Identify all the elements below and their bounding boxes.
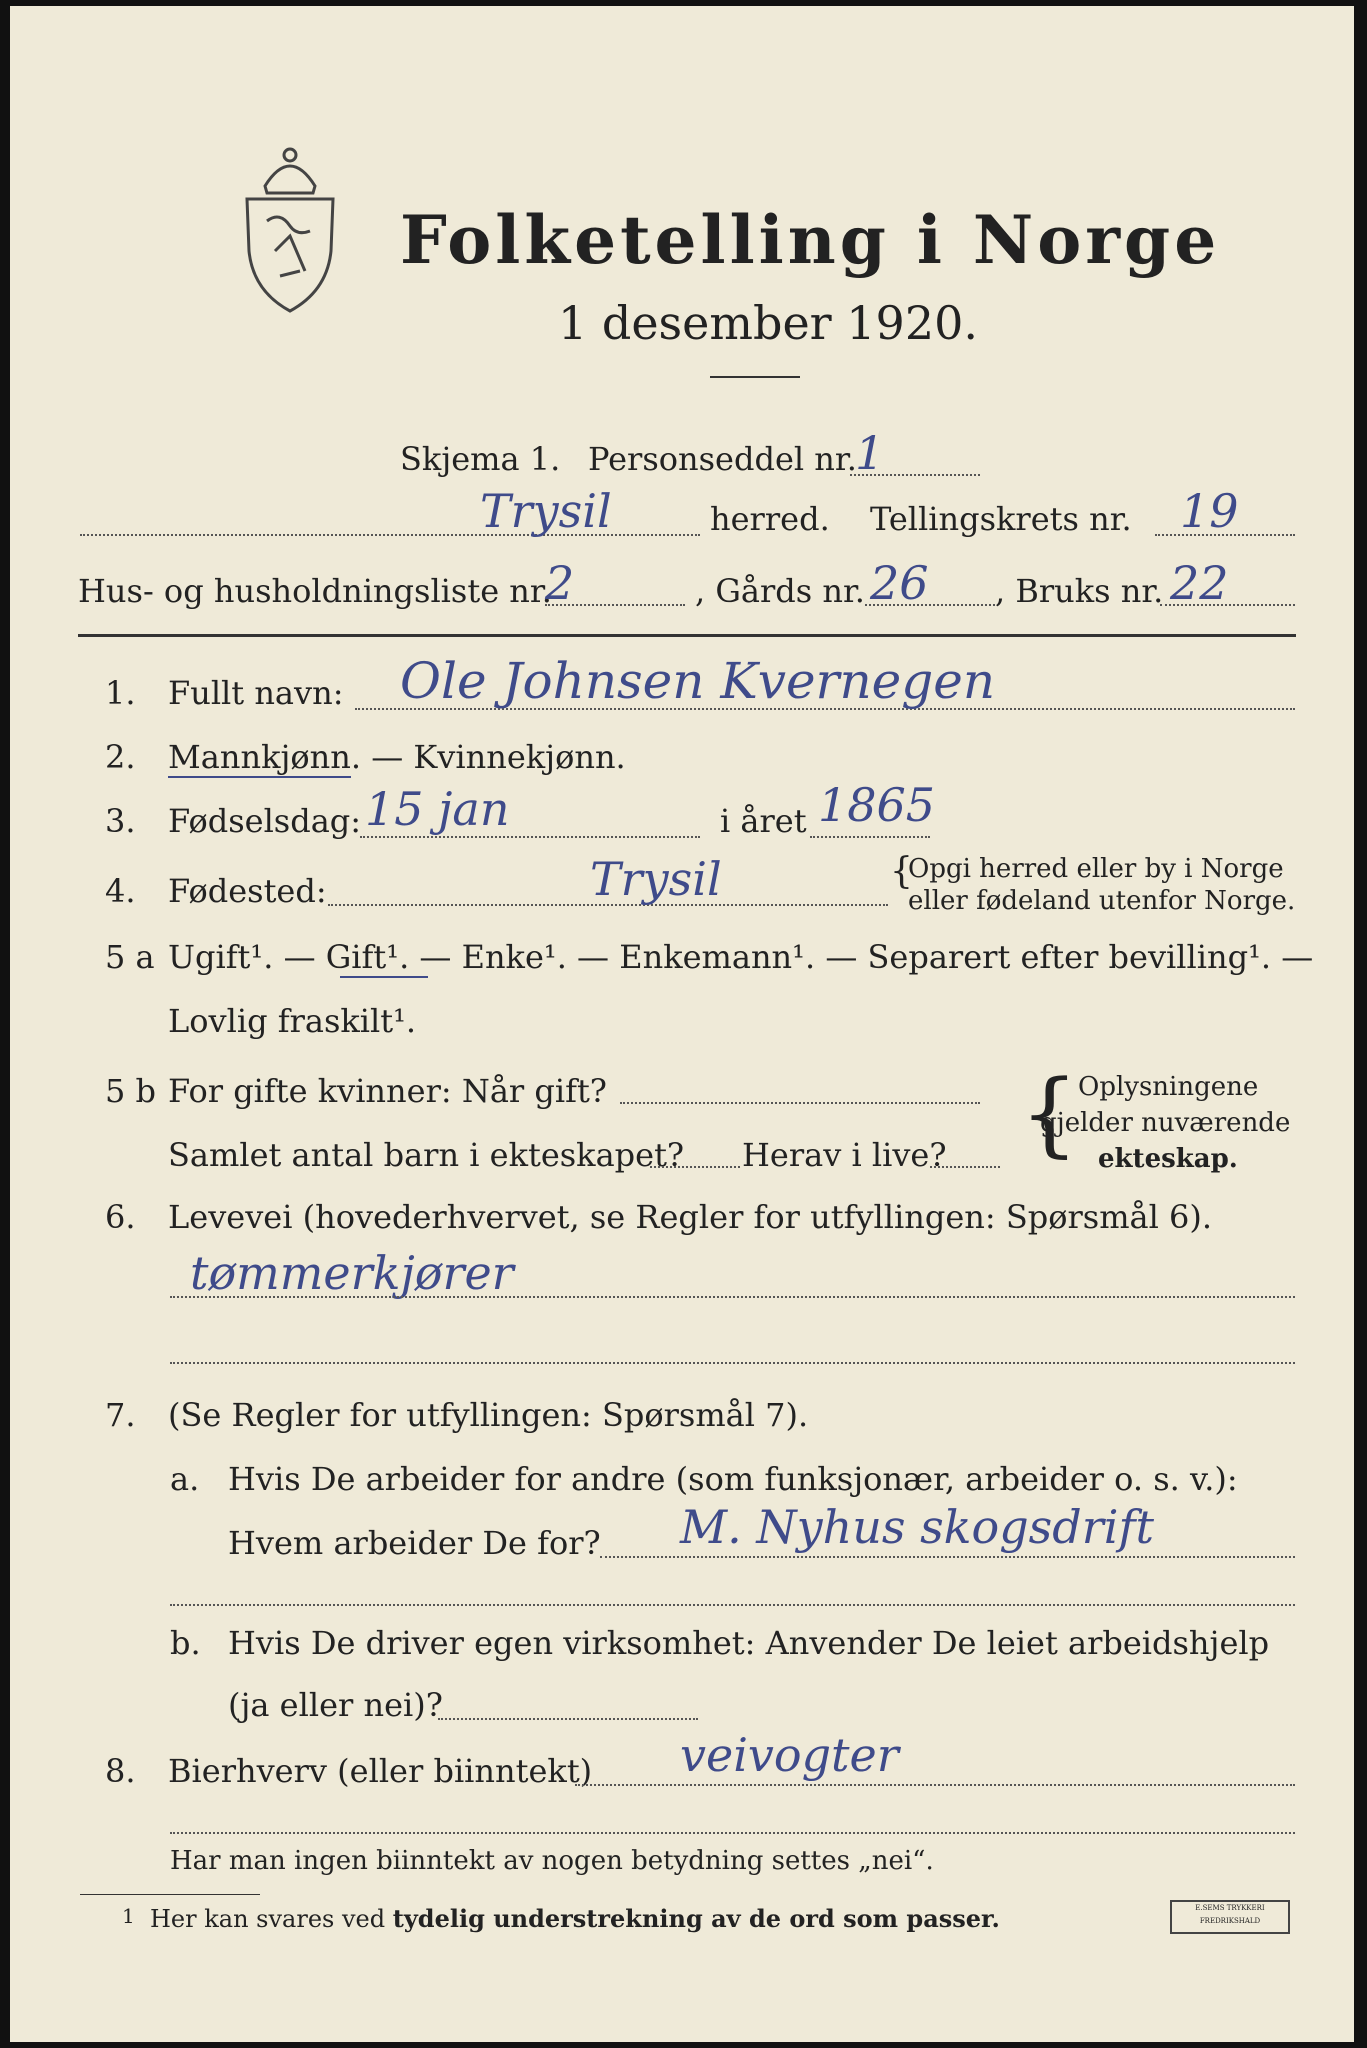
q4-note-1: Opgi herred eller by i Norge — [908, 854, 1284, 884]
marital-status-options: Ugift¹. — Gift¹. — Enke¹. — Enkemann¹. — Separert efter bevilling¹. — — [168, 938, 1314, 976]
q7-number: 7. — [105, 1396, 136, 1434]
husliste-value: 2 — [545, 556, 575, 610]
year-label: i året — [720, 802, 807, 840]
side-income-line-2 — [170, 1832, 1295, 1834]
q1-number: 1. — [105, 674, 136, 712]
q3-label: Fødselsdag: — [168, 802, 362, 840]
q5a-number: 5 a — [105, 938, 155, 976]
q5b-number: 5 b — [105, 1072, 157, 1110]
employer-label: Hvem arbeider De for? — [228, 1524, 601, 1562]
children-count-label: Samlet antal barn i ekteskapet? — [168, 1136, 685, 1174]
herred-value: Trysil — [480, 484, 612, 538]
year-line — [810, 836, 930, 838]
tellingskrets-label: Tellingskrets nr. — [870, 500, 1132, 538]
when-married-line — [620, 1102, 980, 1104]
q2-separator: . — — [350, 738, 414, 776]
occupation-line-1 — [170, 1296, 1295, 1298]
marital-status-options-2: Lovlig fraskilt¹. — [168, 1002, 417, 1040]
employer-line — [600, 1556, 1295, 1558]
title-divider — [710, 376, 800, 378]
personseddel-value: 1 — [855, 426, 885, 480]
header-rule — [78, 634, 1296, 637]
birthday-line — [360, 836, 700, 838]
census-form — [10, 6, 1354, 2042]
occupation-value: tømmerkjører — [190, 1246, 514, 1300]
q2-end: . — [615, 738, 626, 776]
q6-label: Levevei (hovederhvervet, se Regler for utfyllingen: Spørsmål 6). — [168, 1198, 1213, 1236]
coat-of-arms-emblem — [235, 141, 345, 316]
gards-label: , Gårds nr. — [695, 572, 865, 610]
bruks-value: 22 — [1170, 556, 1229, 610]
q8-label: Bierhverv (eller biinntekt) — [168, 1752, 593, 1790]
hired-help-label: (ja eller nei)? — [228, 1686, 443, 1724]
footnote-text — [150, 1904, 1000, 1933]
hired-help-line — [438, 1718, 698, 1720]
living-children-line — [930, 1166, 1000, 1168]
married-underline — [340, 976, 428, 978]
q5b-note-2: gjelder nuværende — [1040, 1108, 1291, 1138]
q4-brace: { — [890, 851, 913, 892]
bruks-label: , Bruks nr. — [995, 572, 1164, 610]
q5b-brace: { — [1020, 1060, 1079, 1167]
footer-note: Har man ingen biinntekt av nogen betydning settes „nei“. — [170, 1846, 934, 1876]
footnote-rule — [80, 1894, 260, 1895]
when-married-label: For gifte kvinner: Når gift? — [168, 1072, 607, 1110]
living-children-label: Herav i live? — [742, 1136, 947, 1174]
q7b-text: Hvis De driver egen virksomhet: Anvender De leiet arbeidshjelp — [228, 1624, 1270, 1662]
q1-label: Fullt navn: — [168, 674, 344, 712]
q7b-number: b. — [170, 1624, 201, 1662]
side-income-value: veivogter — [680, 1728, 899, 1782]
footnote-number: 1 — [122, 1904, 135, 1928]
birth-year-value: 1865 — [818, 778, 936, 832]
gards-value: 26 — [870, 556, 929, 610]
husliste-label: Hus- og husholdningsliste nr. — [78, 572, 552, 610]
footnote-text-b: tydelig understrekning av de ord som passer. — [392, 1904, 1000, 1933]
q7a-text: Hvis De arbeider for andre (som funksjonær, arbeider o. s. v.): — [228, 1460, 1238, 1498]
q8-number: 8. — [105, 1752, 136, 1790]
birthday-value: 15 jan — [365, 782, 510, 836]
male-option: Mannkjønn — [168, 738, 351, 776]
herred-label: herred. — [710, 500, 830, 538]
employer-line-2 — [170, 1604, 1295, 1606]
printer-stamp: E.SEMS TRYKKERI FREDRIKSHALD — [1170, 1900, 1290, 1934]
q5b-note-1: Oplysningene — [1078, 1072, 1259, 1102]
personseddel-label: Personseddel nr. — [588, 440, 857, 478]
birthplace-value: Trysil — [590, 852, 722, 906]
form-title: Folketelling i Norge — [400, 201, 1221, 279]
q4-label: Fødested: — [168, 872, 327, 910]
full-name-value: Ole Johnsen Kvernegen — [400, 652, 996, 710]
q7a-number: a. — [170, 1460, 200, 1498]
employer-value: M. Nyhus skogsdrift — [680, 1500, 1154, 1554]
schema-label: Skjema 1. — [400, 440, 561, 478]
q7-label: (Se Regler for utfyllingen: Spørsmål 7). — [168, 1396, 809, 1434]
q5b-note-3: ekteskap. — [1098, 1144, 1238, 1174]
q4-number: 4. — [105, 872, 136, 910]
census-date: 1 desember 1920. — [558, 296, 978, 350]
q2-sex — [168, 738, 626, 776]
q3-number: 3. — [105, 802, 136, 840]
tellingskrets-value: 19 — [1180, 484, 1239, 538]
q4-note-2: eller fødeland utenfor Norge. — [908, 886, 1296, 916]
children-count-line — [650, 1166, 740, 1168]
side-income-line — [575, 1784, 1295, 1786]
q6-number: 6. — [105, 1198, 136, 1236]
occupation-line-2 — [170, 1362, 1295, 1364]
footnote-text-a: Her kan svares ved — [150, 1905, 386, 1933]
female-option: Kvinnekjønn — [413, 738, 616, 776]
q2-number: 2. — [105, 738, 136, 776]
